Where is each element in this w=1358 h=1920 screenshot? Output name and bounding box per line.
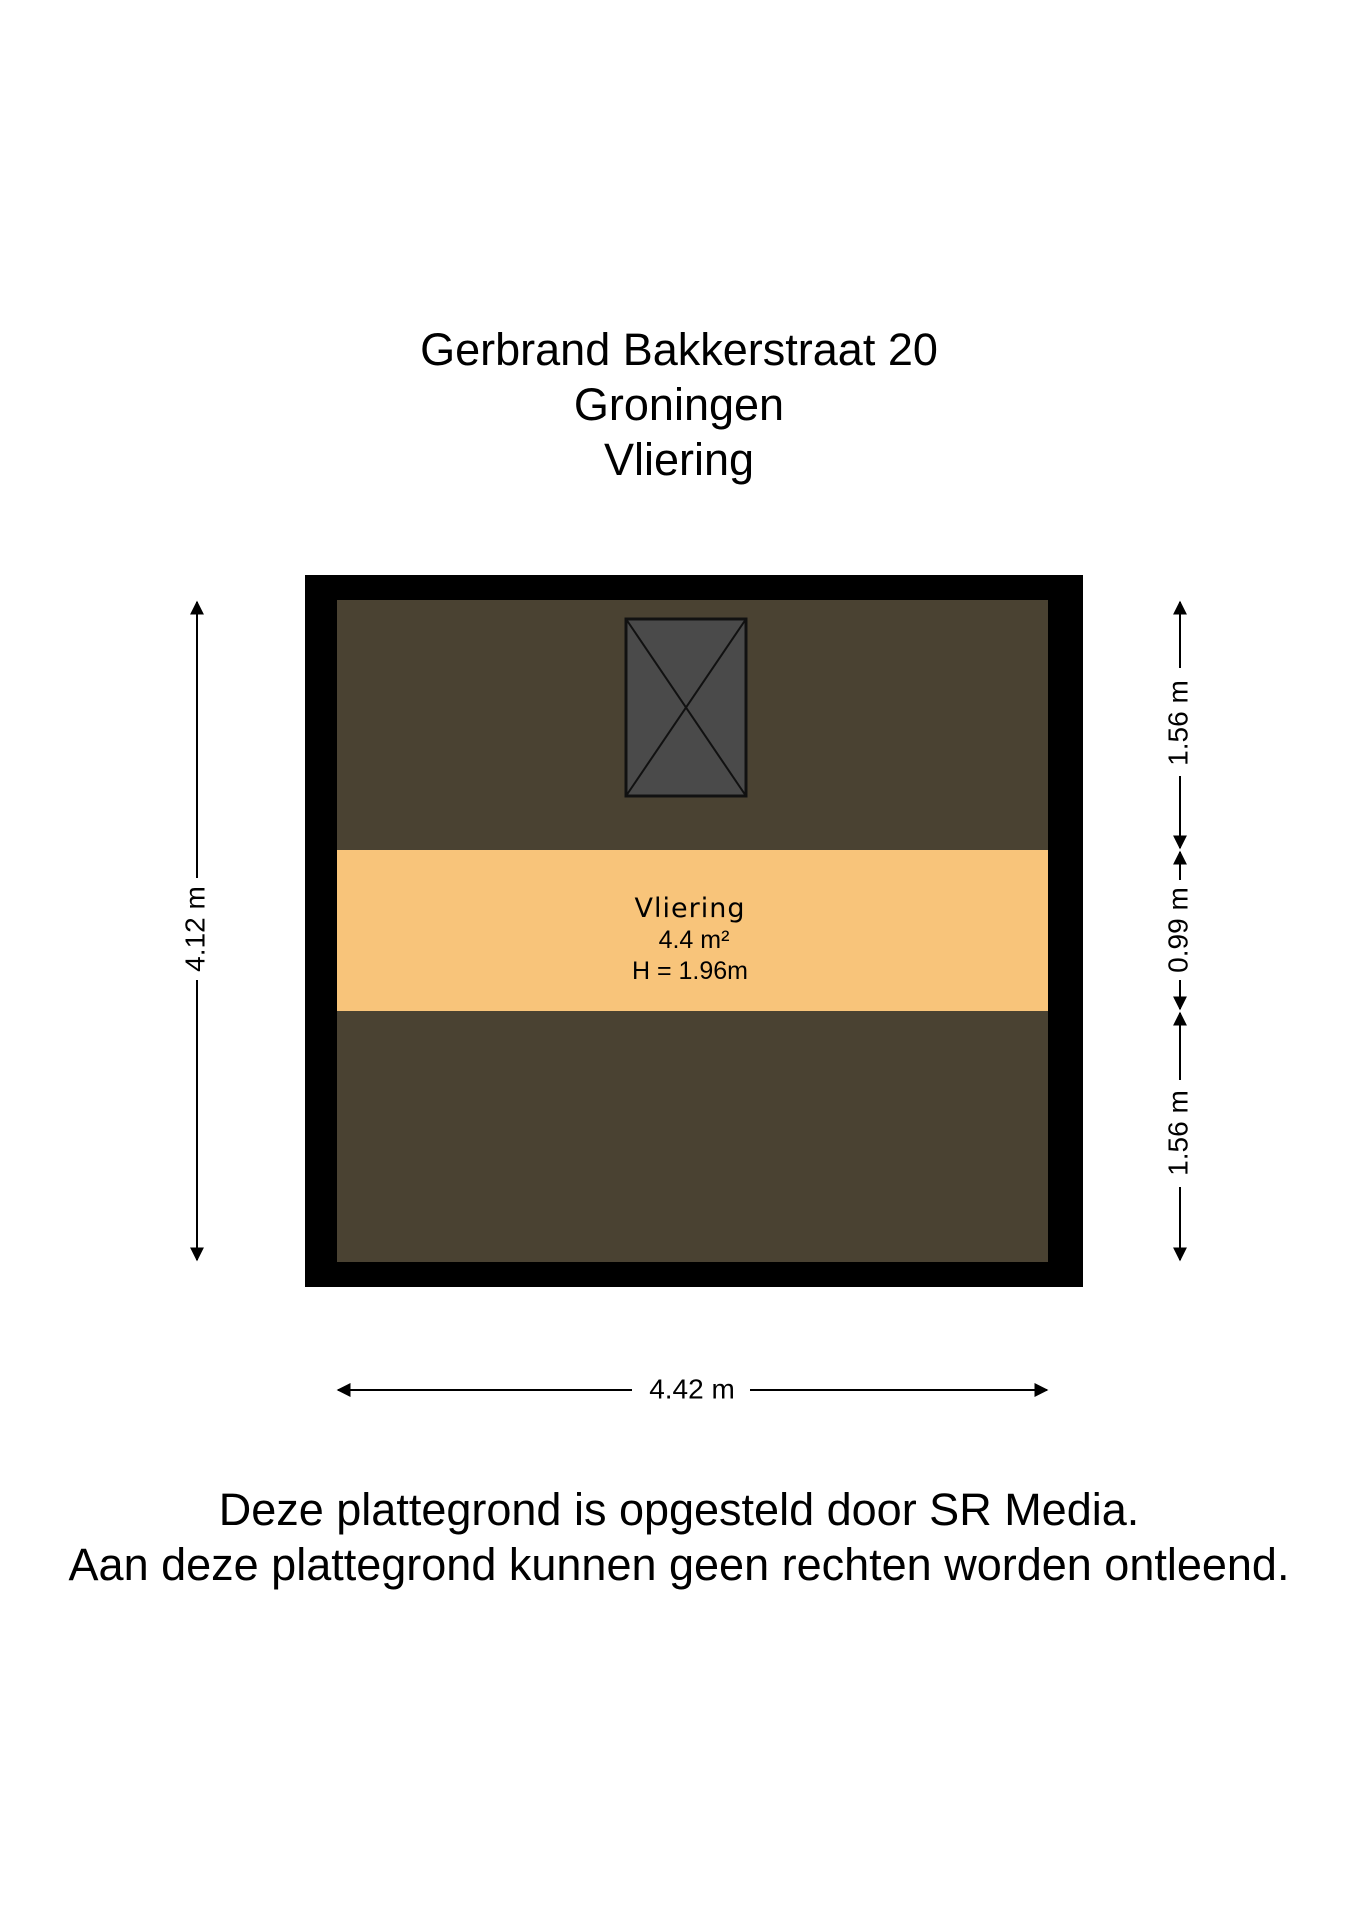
disclaimer — [0, 1482, 1358, 1592]
roof-hatch — [626, 619, 746, 796]
disclaimer-line-2: Aan deze plattegrond kunnen geen rechten worden ontleend. — [68, 1539, 1290, 1590]
room-name: Vliering — [634, 893, 746, 924]
bottom-dimension — [338, 1373, 1047, 1404]
city-title: Groningen — [573, 379, 785, 430]
bottom-dimension-label: 4.42 m — [649, 1373, 735, 1405]
right-dimension-middle-label: 0.99 m — [1162, 887, 1194, 973]
room-height: H = 1.96m — [631, 957, 749, 985]
right-dimension-middle — [1162, 852, 1193, 1009]
right-dimension-bottom-label: 1.56 m — [1162, 1090, 1194, 1176]
floor-title: Vliering — [603, 434, 755, 485]
room-area: 4.4 m² — [658, 926, 730, 954]
slanted-roof-lower — [337, 1011, 1048, 1262]
address-title: Gerbrand Bakkerstraat 20 — [420, 324, 938, 375]
left-dimension-label: 4.12 m — [179, 886, 211, 972]
right-dimension-bottom — [1162, 1013, 1193, 1260]
right-dimension-top-label: 1.56 m — [1162, 680, 1194, 766]
disclaimer-line-1: Deze plattegrond is opgesteld door SR Media. — [218, 1484, 1140, 1535]
left-dimension — [179, 602, 210, 1260]
right-dimension-top — [1162, 602, 1193, 848]
